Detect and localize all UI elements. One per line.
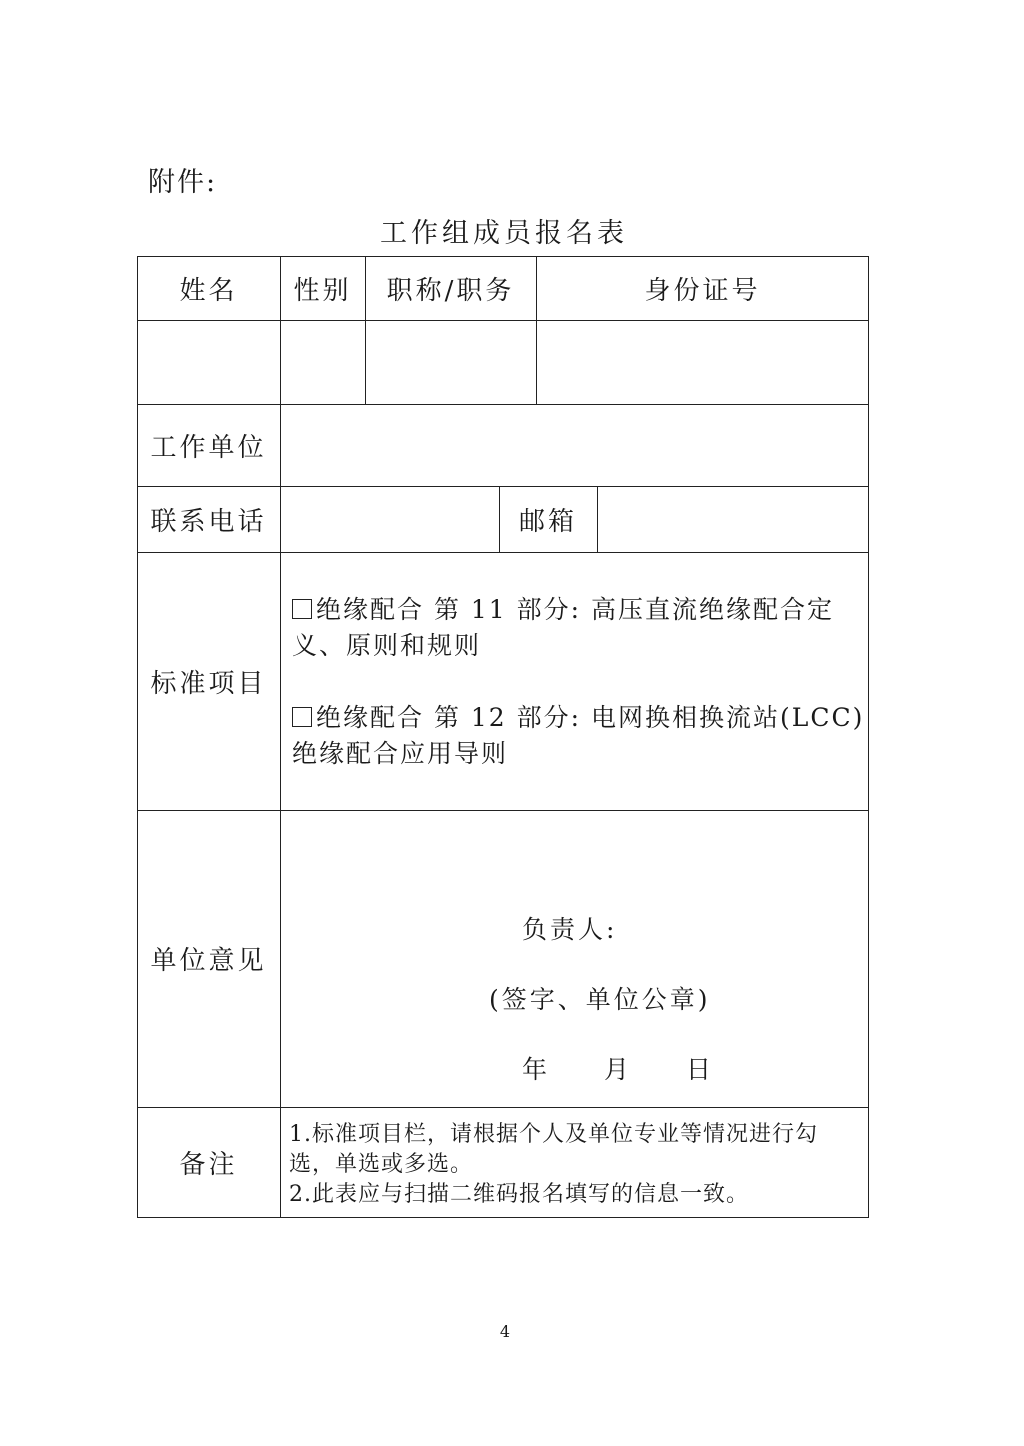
header-title-position: 职称/职务 <box>386 275 515 306</box>
title-input-cell[interactable] <box>366 321 535 403</box>
note-line: 1.标准项目栏，请根据个人及单位专业等情况进行勾 <box>289 1122 818 1147</box>
remarks-notes <box>289 1120 859 1210</box>
unit-opinion-label: 单位意见 <box>150 946 267 976</box>
name-input-cell[interactable] <box>138 321 279 403</box>
note-line: 选，单选或多选。 <box>289 1152 474 1177</box>
standard-items-label: 标准项目 <box>150 668 267 699</box>
date-day-label: 日 <box>686 1055 715 1084</box>
form-title: 工作组成员报名表 <box>380 218 628 249</box>
header-gender: 性别 <box>293 275 352 306</box>
phone-input-cell[interactable] <box>281 487 498 551</box>
work-unit-input-cell[interactable] <box>281 405 868 485</box>
date-month-label: 月 <box>604 1055 633 1084</box>
email-label: 邮箱 <box>518 506 577 537</box>
phone-label: 联系电话 <box>150 506 267 537</box>
work-unit-label: 工作单位 <box>150 432 267 463</box>
gender-input-cell[interactable] <box>281 321 364 403</box>
remarks-label: 备注 <box>179 1150 238 1180</box>
standard-option-11[interactable] <box>292 592 867 664</box>
standard-option-12[interactable] <box>292 700 867 772</box>
page-number: 4 <box>499 1322 511 1341</box>
checkbox-icon[interactable] <box>292 707 312 727</box>
date-year-label: 年 <box>522 1055 551 1084</box>
option-text-line: 绝缘配合 第 12 部分: 电网换相换流站(LCC) <box>316 703 865 732</box>
header-id-number: 身份证号 <box>644 275 761 306</box>
attachment-label: 附件: <box>148 167 218 198</box>
id-number-input-cell[interactable] <box>537 321 868 403</box>
sign-seal-note: (签字、单位公章) <box>489 985 711 1014</box>
checkbox-icon[interactable] <box>292 599 312 619</box>
email-input-cell[interactable] <box>598 487 868 551</box>
responsible-person-label: 负责人: <box>522 915 618 944</box>
option-text-line: 义、原则和规则 <box>292 631 482 660</box>
option-text-line: 绝缘配合应用导则 <box>292 739 509 768</box>
option-text-line: 绝缘配合 第 11 部分: 高压直流绝缘配合定 <box>316 595 835 624</box>
note-line: 2.此表应与扫描二维码报名填写的信息一致。 <box>289 1182 749 1207</box>
header-name: 姓名 <box>179 275 238 306</box>
